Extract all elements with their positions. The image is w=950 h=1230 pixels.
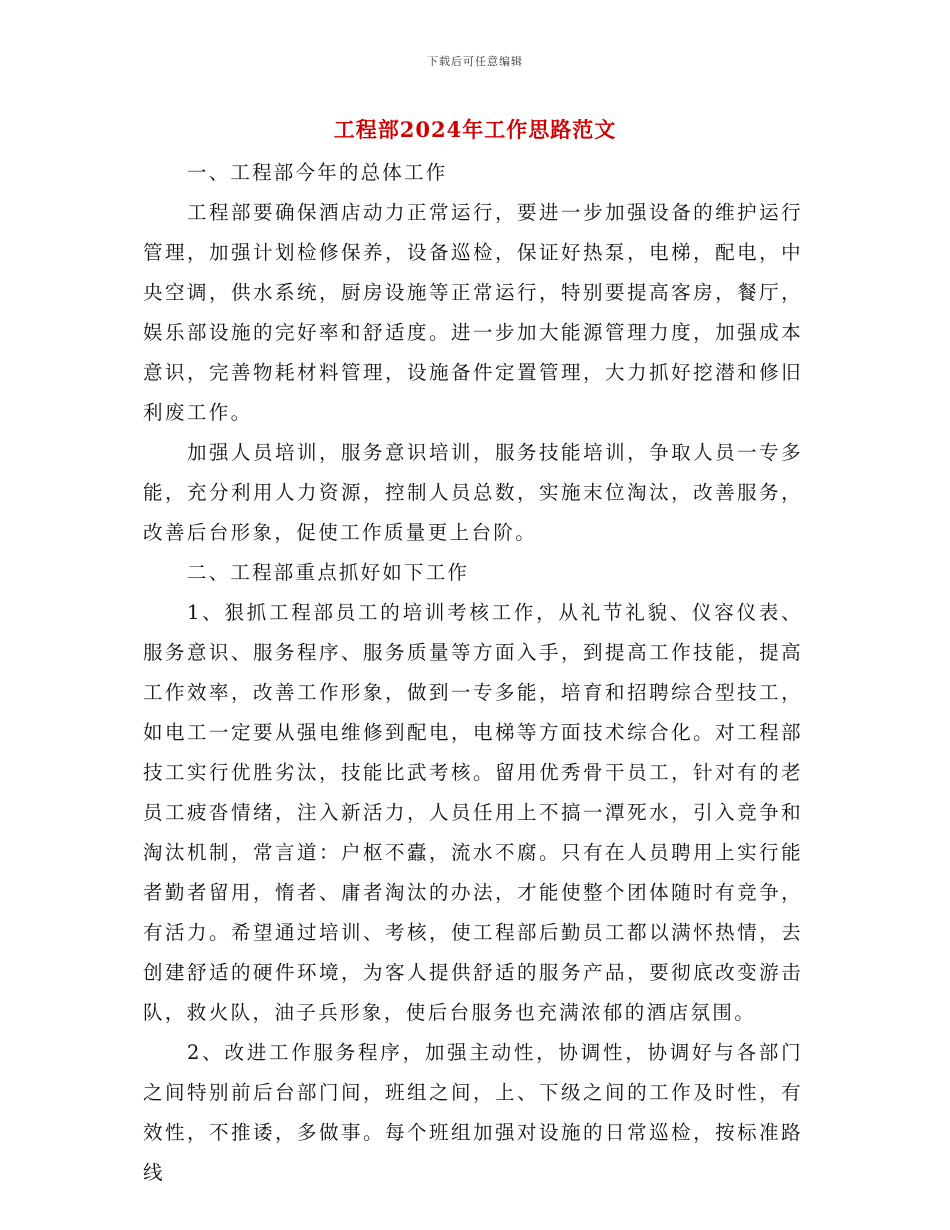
paragraph: 加强人员培训，服务意识培训，服务技能培训，争取人员一专多能，充分利用人力资源，控制人员总数，实施末位淘汰，改善服务，改善后台形象，促使工作质量更上台阶。: [143, 441, 803, 544]
section-heading-1: 一、工程部今年的总体工作: [187, 161, 448, 184]
header-note: 下载后可任意编辑: [427, 55, 523, 68]
document-body: [143, 153, 803, 1193]
document-title: 工程部2024年工作思路范文: [333, 117, 617, 142]
paragraph: 2、改进工作服务程序，加强主动性，协调性，协调好与各部门之间特别前后台部门间，班组之间，上、下级之间的工作及时性，有效性，不推诿，多做事。每个班组加强对设施的日常巡检，按标准路线: [143, 1041, 803, 1184]
section-heading-2: 二、工程部重点抓好如下工作: [187, 561, 470, 584]
paragraph: 1、狠抓工程部员工的培训考核工作，从礼节礼貌、仪容仪表、服务意识、服务程序、服务质量等方面入手，到提高工作技能，提高工作效率，改善工作形象，做到一专多能，培育和招聘综合型技工，如电工一定要从强电维修到配电，电梯等方面技术综合化。对工程部技工实行优胜劣汰，技能比武考核。留用优秀骨干员工，针对有的老员工疲沓情绪，注入新活力，人员任用上不搞一潭死水，引入竞争和淘汰机制，常言道：户枢不蠹，流水不腐。只有在人员聘用上实行能者勤者留用，惰者、庸者淘汰的办法，才能使整个团体随时有竞争，有活力。希望通过培训、考核，使工程部后勤员工都以满怀热情，去创建舒适的硬件环境，为客人提供舒适的服务产品，要彻底改变游击队，救火队，油子兵形象，使后台服务也充满浓郁的酒店氛围。: [143, 601, 803, 1024]
paragraph: 工程部要确保酒店动力正常运行，要进一步加强设备的维护运行管理，加强计划检修保养，设备巡检，保证好热泵，电梯，配电，中央空调，供水系统，厨房设施等正常运行，特别要提高客房，餐厅，娱乐部设施的完好率和舒适度。进一步加大能源管理力度，加强成本意识，完善物耗材料管理，设施备件定置管理，大力抓好挖潜和修旧利废工作。: [143, 201, 803, 424]
